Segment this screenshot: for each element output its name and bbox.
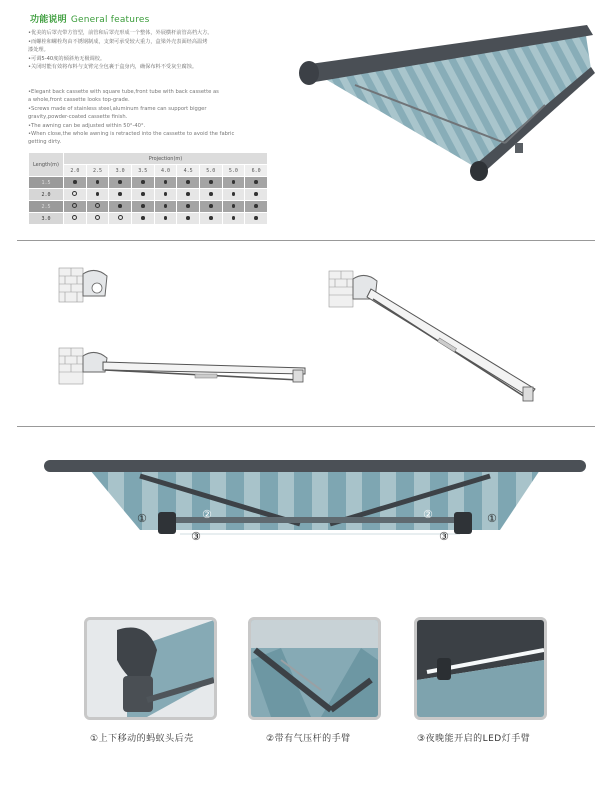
projection-value: 2.0 [64, 165, 87, 177]
availability-cell [131, 189, 154, 201]
closed-open-diagram [55, 262, 315, 392]
features-zh-list [28, 29, 296, 72]
availability-cell [64, 177, 87, 189]
caption-cassette: ①上下移动的蚂蚁头后壳 [90, 734, 194, 744]
availability-cell [177, 177, 200, 189]
filled-dot-icon [232, 180, 236, 184]
filled-dot-icon [209, 216, 213, 220]
filled-dot-icon [164, 180, 168, 184]
filled-dot-icon [141, 204, 145, 208]
cassette-end-cap [299, 61, 319, 85]
availability-cell [245, 213, 268, 225]
availability-cell [245, 189, 268, 201]
filled-dot-icon [232, 204, 236, 208]
filled-dot-icon [186, 180, 190, 184]
callout-one-left: ① [137, 512, 147, 525]
filled-dot-icon [141, 192, 145, 196]
projection-value: 3.0 [109, 165, 132, 177]
callout-three-right: ③ [439, 530, 449, 543]
section-title [30, 12, 150, 25]
table-row [29, 177, 268, 189]
filled-dot-icon [118, 180, 122, 184]
length-value: 1.5 [29, 177, 64, 189]
front-bar-tilted [523, 387, 533, 401]
caption-arm: ②带有气压杆的手臂 [266, 734, 351, 744]
availability-cell [245, 201, 268, 213]
projection-value: 4.5 [177, 165, 200, 177]
availability-cell [154, 189, 177, 201]
filled-dot-icon [209, 204, 213, 208]
features-en-list [28, 88, 268, 147]
filled-dot-icon [118, 204, 122, 208]
feature-zh-line: •而螺栓和螺栓均由不锈钢制成，支架可承受较大重力，盒梁外壳表面经高温烤 [28, 38, 208, 45]
availability-cell [222, 201, 245, 213]
projection-value: 3.5 [131, 165, 154, 177]
detail-thumb-led [414, 617, 547, 720]
filled-dot-icon [73, 180, 77, 184]
feature-en-line: •Elegant back cassette with square tube,front tube with back cassette as [28, 89, 219, 95]
filled-dot-icon [164, 204, 168, 208]
availability-cell [109, 189, 132, 201]
filled-dot-icon [164, 192, 168, 196]
filled-dot-icon [96, 180, 100, 184]
availability-cell [245, 177, 268, 189]
availability-cell [109, 201, 132, 213]
front-bar-horizontal [293, 370, 303, 382]
hollow-circle-icon [95, 215, 100, 220]
feature-zh-line: •优美的后罩壳带方管型，前管和后罩壳形成一个整体，外展横杆前管高档大方。 [28, 30, 213, 36]
table-row [29, 201, 268, 213]
callout-two-left: ② [202, 508, 212, 521]
availability-cell [86, 189, 109, 201]
wall-brick-icon [59, 348, 83, 384]
availability-cell [199, 189, 222, 201]
availability-cell [131, 213, 154, 225]
availability-cell [177, 189, 200, 201]
filled-dot-icon [186, 216, 190, 220]
availability-cell [154, 177, 177, 189]
feature-en-line: gravity,powder-coated cassette finish. [28, 114, 128, 121]
projection-value: 2.5 [86, 165, 109, 177]
availability-cell [86, 177, 109, 189]
callout-one-right: ① [487, 512, 497, 525]
filled-dot-icon [164, 216, 168, 220]
filled-dot-icon [254, 204, 258, 208]
length-value: 3.0 [29, 213, 64, 225]
filled-dot-icon [254, 180, 258, 184]
length-value: 2.0 [29, 189, 64, 201]
awning-product-image [295, 25, 600, 185]
availability-cell [109, 213, 132, 225]
divider [17, 426, 595, 427]
availability-cell [199, 213, 222, 225]
callout-two-right: ② [423, 508, 433, 521]
length-projection-table [28, 152, 268, 225]
table-row [29, 213, 268, 225]
hollow-circle-icon [72, 215, 77, 220]
spec-table [28, 152, 268, 233]
detail-thumb-cassette [84, 617, 217, 720]
feature-zh-line: 漆处理。 [28, 47, 49, 54]
divider [17, 240, 595, 241]
projection-value: 4.0 [154, 165, 177, 177]
filled-dot-icon [186, 204, 190, 208]
bracket [515, 143, 523, 153]
section-title-en: General features [70, 15, 150, 25]
tilted-diagram [325, 265, 555, 410]
filled-dot-icon [232, 216, 236, 220]
filled-dot-icon [96, 192, 100, 196]
availability-cell [222, 177, 245, 189]
projection-value: 5.0 [199, 165, 222, 177]
section-title-zh: 功能说明 [30, 15, 67, 25]
availability-cell [131, 177, 154, 189]
feature-zh-line: •关闭时能有效将布料与支臂完全包裹于盒身内，确保布料不受灰尘腐蚀。 [28, 64, 198, 71]
caption-led: ③夜晚能开启的LED灯手臂 [417, 734, 531, 744]
callout-three-left: ③ [191, 530, 201, 543]
hollow-circle-icon [72, 191, 77, 196]
detail-thumb-arm [248, 617, 381, 720]
availability-cell [154, 213, 177, 225]
hollow-circle-icon [118, 215, 123, 220]
availability-cell [222, 213, 245, 225]
filled-dot-icon [209, 192, 213, 196]
filled-dot-icon [254, 192, 258, 196]
feature-en-line: getting dirty. [28, 139, 62, 146]
front-bar-end-cap [470, 161, 488, 181]
availability-cell [199, 177, 222, 189]
availability-cell [109, 177, 132, 189]
wall-brick-icon [59, 268, 83, 302]
underside-view-image [40, 452, 590, 552]
filled-dot-icon [209, 180, 213, 184]
table-row [29, 189, 268, 201]
awning-tilted [367, 289, 535, 397]
availability-cell [64, 201, 87, 213]
feature-en-line: •The awning can be adjusted within 50°-40°. [28, 122, 146, 129]
hollow-circle-icon [72, 203, 77, 208]
filled-dot-icon [186, 192, 190, 196]
availability-cell [131, 201, 154, 213]
underside-cassette [44, 460, 586, 472]
feature-en-line: •When close,the whole awning is retracted into the cassette to avoid the fabric [28, 131, 235, 138]
wall-brick-icon [329, 271, 353, 307]
availability-cell [86, 213, 109, 225]
projection-header: Projection(m) [64, 153, 268, 165]
filled-dot-icon [118, 192, 122, 196]
availability-cell [177, 201, 200, 213]
filled-dot-icon [254, 216, 258, 220]
feature-zh-line: •可调5-40度的倾斜角无极调校。 [28, 55, 106, 62]
hollow-circle-icon [95, 203, 100, 208]
feature-en-line: a whole,front cassette looks top-grade. [28, 97, 130, 104]
projection-value: 6.0 [245, 165, 268, 177]
availability-cell [177, 213, 200, 225]
availability-cell [154, 201, 177, 213]
availability-cell [222, 189, 245, 201]
filled-dot-icon [141, 216, 145, 220]
filled-dot-icon [232, 192, 236, 196]
availability-cell [64, 213, 87, 225]
projection-value: 5.0 [222, 165, 245, 177]
length-value: 2.5 [29, 201, 64, 213]
availability-cell [86, 201, 109, 213]
availability-cell [199, 201, 222, 213]
filled-dot-icon [141, 180, 145, 184]
feature-en-line: •Screws made of stainless steel,aluminum frame can support bigger [28, 105, 207, 112]
length-header: Length(m) [29, 153, 64, 177]
availability-cell [64, 189, 87, 201]
